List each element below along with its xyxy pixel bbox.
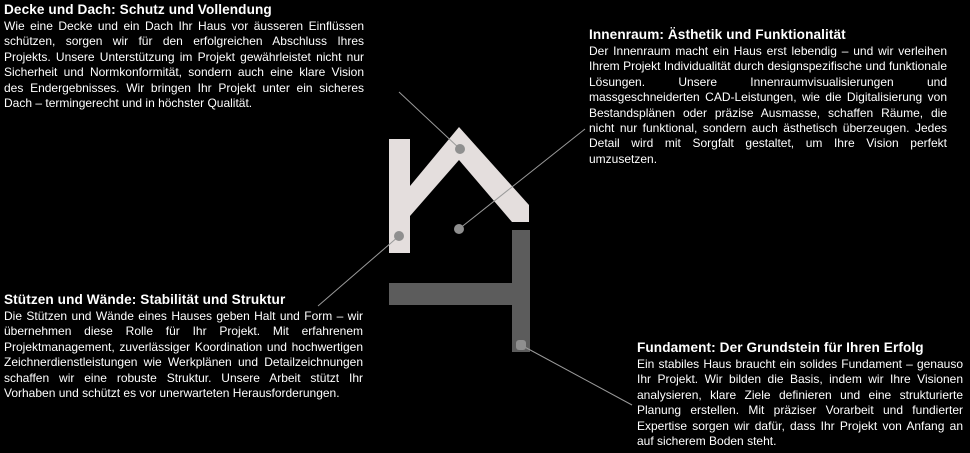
interior-section (589, 27, 947, 167)
interior-text: Der Innenraum macht ein Haus erst lebendig – und wir verleihen Ihrem Projekt Individualität durch designspezifische und funktionale Lösungen. Unsere Innenraumvisualisierungen und massgeschneiderten CAD-Leistungen, wie die Digitalisierung von Bestandsplänen oder präzise Ausmasse, schaffen Räume, die nicht nur funktional, sondern auch ästhetisch überzeugen. Jedes Detail wird mit Sorgfalt gestaltet, um Ihre Vision perfekt umzusetzen. (589, 44, 947, 166)
foundation-text: Ein stabiles Haus braucht ein solides Fundament – genauso Ihr Projekt. Wir bilden die Basis, indem wir Ihre Visionen analysieren, klare Ziele definieren und eine strukturierte Planung erstellen. Mit präziser Vorarbeit und fundierter Expertise sorgen wir dafür, dass Ihr Projekt von Anfang an auf sicherem Boden steht. (637, 357, 963, 449)
interior-title: Innenraum: Ästhetik und Funktionalität (589, 27, 846, 42)
roof-title: Decke und Dach: Schutz und Vollendung (4, 2, 272, 17)
marker-walls (394, 231, 404, 241)
house-lower-shape (389, 230, 530, 352)
roof-text: Wie eine Decke und ein Dach Ihr Haus vor äusseren Einflüssen schützen, sorgen wir für den erfolgreichen Abschluss Ihres Projekts. Unsere Unterstützung im Projekt gewährleistet nicht nur Sicherheit und Normkonformität, sondern auch eine klare Vision des Endergebnisses. Wir bringen Ihr Projekt unter ein sicheres Dach – termingerecht und in höchster Qualität. (4, 19, 364, 111)
walls-title: Stützen und Wände: Stabilität und Struktur (4, 292, 286, 307)
roof-section (4, 2, 364, 111)
walls-section (4, 292, 363, 401)
foundation-section (637, 340, 963, 449)
connector-foundation (521, 345, 632, 405)
marker-foundation (516, 340, 526, 350)
walls-text: Die Stützen und Wände eines Hauses geben Halt und Form – wir übernehmen diese Rolle für Ihr Projekt. Mit erfahrenem Projektmanagement, zuverlässiger Koordination und hochwertigen Zeichnerdienstleistungen wie Werkplänen und Detailzeichnungen schaffen wir eine robuste Struktur. Unsere Arbeit stützt Ihr Vorhaben und schützt es vor unerwarteten Herausforderungen. (4, 309, 363, 401)
marker-interior (454, 224, 464, 234)
foundation-title: Fundament: Der Grundstein für Ihren Erfolg (637, 340, 924, 355)
marker-roof (455, 144, 465, 154)
